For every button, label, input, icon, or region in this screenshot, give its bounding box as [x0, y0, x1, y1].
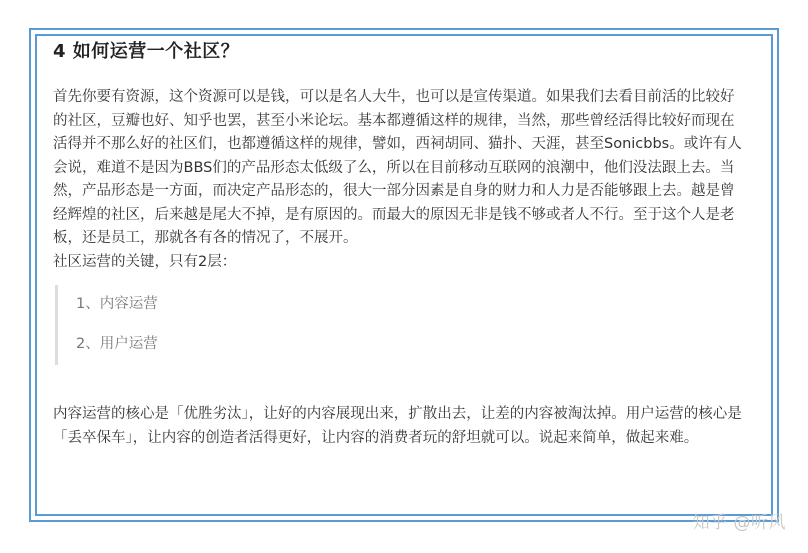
- list-item-user-ops: 2、用户运营: [76, 336, 158, 352]
- key-line: 社区运营的关键，只有2层：: [53, 253, 237, 270]
- paragraph-core: 内容运营的核心是「优胜劣汰」，让好的内容展现出来，扩散出去，让差的内容被淘汰掉。用户运营的核心是「丢卒保车」，让内容的创造者活得更好，让内容的消费者玩的舒坦就可以。说起来简单，做起来难。: [53, 406, 742, 446]
- paragraph-resources-text: 首先你要有资源，这个资源可以是钱，可以是名人大牛，也可以是宣传渠道。如果我们去看目前活的比较好的社区，豆瓣也好、知乎也罢，甚至小米论坛。基本都遵循这样的规律，当然，那些曾经活得比较好而现在活得并不那么好的社区们，也都遵循这样的规律，譬如，西祠胡同、猫扑、天涯，甚至Sonicbbs。或许有人会说，难道不是因为BBS们的产品形态太低级了么，所以在目前移动互联网的浪潮中，他们没法跟上去。当然，产品形态是一方面，而决定产品形态的，很大一部分因素是自身的财力和人力是否能够跟上去。越是曾经辉煌的社区，后来越是尾大不掉，是有原因的。而最大的原因无非是钱不够或者人不行。至于这个人是老板，还是员工，那就各有各的情况了，不展开。: [53, 89, 742, 246]
- list-item-content-ops: 1、内容运营: [76, 296, 158, 312]
- section-heading: 4 如何运营一个社区？: [53, 41, 240, 62]
- inner-frame: [35, 34, 773, 516]
- paragraph-resources: [53, 86, 743, 274]
- zhihu-watermark: 知乎 @听风: [692, 513, 786, 533]
- blockquote-list: [55, 285, 743, 365]
- article-content: [53, 38, 743, 450]
